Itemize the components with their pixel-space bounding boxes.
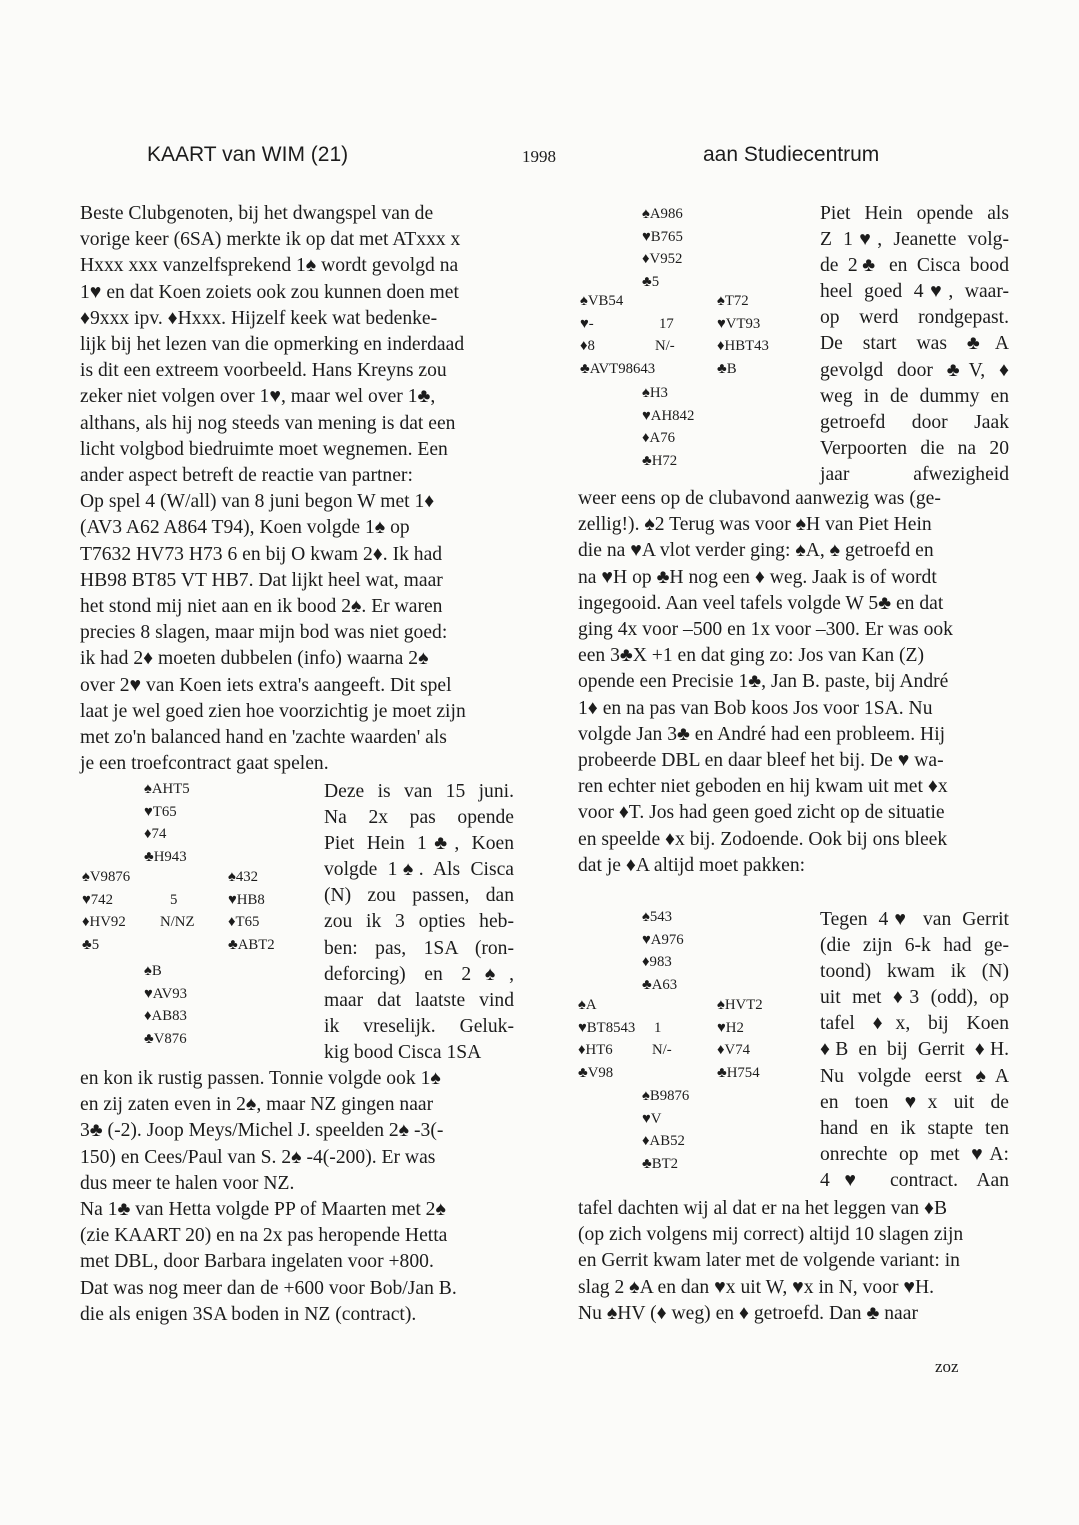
board-info: 5 N/NZ [160,891,195,931]
text-line: weer eens op de clubavond aanwezig was (ge- [578,488,941,509]
text-line: het stond mij niet aan en ik bood 2♠. Er waren [80,596,443,618]
text-line: volgde Jan 3♣ en André had een probleem. Hij [578,723,946,745]
text-line: voor ♦T. Jos had geen goed zicht op de situatie [578,802,945,824]
text-line: is dit een extreem voorbeeld. Hans Kreyns zou [80,360,447,382]
west-hand: ♠A ♥BT8543 ♦HT6 ♣V98 [578,997,636,1081]
text-line: T7632 HV73 H73 6 en bij O kwam 2♦. Ik had [80,543,443,565]
north-hand: ♠543 ♥A976 ♦983 ♣A63 [642,909,684,993]
text-line: Dat was nog meer dan de +600 voor Bob/Jan B. [80,1277,457,1299]
text-line: Hxxx xxx vanzelfsprekend 1♠ wordt gevolgd na [80,255,459,277]
text-line: en speelde ♦x bij. Zodoende. Ook bij ons bleek [578,828,948,850]
text-line: Nu ♠HV (♦ weg) en ♦ getroefd. Dan ♣ naar [578,1302,918,1324]
text-line: Na 1♣ van Hetta volgde PP of Maarten met 2♠ [80,1199,446,1221]
text-line: lijk bij het lezen van die opmerking en inderdaad [80,334,465,356]
header-year: 1998 [522,147,556,166]
text-line: een 3♣X +1 en dat ging zo: Jos van Kan (Z) [578,645,925,667]
right-middle-paragraph [578,486,1009,879]
text-line: na ♥H op ♣H nog een ♦ weg. Jaak is of wordt [578,566,937,588]
east-hand: ♠432 ♥HB8 ♦T65 ♣ABT2 [228,869,275,953]
text-line: ging 4x voor –500 en 1x voor –300. Er was ook [578,619,953,641]
text-line: ren echter niet geboden en hij kwam uit met ♦x [578,776,948,798]
board-info: 1 N/- [652,1019,672,1059]
left-intro-paragraph [80,201,514,777]
text-line: 3♣ (-2). Joop Meys/Michel J. speelden 2♠ -3(- [80,1120,444,1142]
south-hand: ♠B9876 ♥V ♦AB52 ♣BT2 [642,1088,690,1172]
text-line: opende een Precisie 1♣, Jan B. paste, bij André [578,671,949,693]
text-line: met DBL, door Barbara ingelaten voor +800. [80,1251,434,1273]
text-line: 1♥ en dat Koen zoiets ook zou kunnen doen met [80,281,459,303]
text-line: precies 8 slagen, maar mijn bod was niet goed: [80,622,448,644]
text-line: 150) en Cees/Paul van S. 2♠ -4(-200). Er was [80,1146,436,1168]
text-line: (zie KAART 20) en na 2x pas heropende Hetta [80,1225,448,1247]
text-line: die na ♥A vlot verder ging: ♠A, ♠ getroefd en [578,540,934,562]
text-line: ik had 2♦ moeten dubbelen (info) waarna 2♠ [80,648,429,670]
text-line: ♦9xxx ipv. ♦Hxxx. Hijzelf keek wat bedenke- [80,307,438,329]
left-side-text: Deze is van 15 juni. Na 2x pas opende Piet Hein 1♣, Koen volgde 1♠. Als Cisca (N) zou passen, dan zou ik 3 opties heb- ben: pas, 1SA (ron- deforcing) en 2♠, maar dat laatste vind ik vreselijk. Geluk- kig bood Cisca 1SA [324,781,514,1063]
west-hand: ♠VB54 ♥- ♦8 ♣AVT98643 [580,293,656,377]
right-side-text-1: Piet Hein opende als Z 1♥, Jeanette volg- de 2♣ en Cisca bood heel goed 4♥, waar- op werd rondgepast. De start was ♣A gevolgd door ♣V, ♦ weg in de dummy en getroefd door Jaak Verpoorten die na 20 jaar afwezigheid [820,203,1009,485]
south-hand: ♠H3 ♥AH842 ♦A76 ♣H72 [642,385,695,469]
text-line: dus meer te halen voor NZ. [80,1172,295,1194]
text-line: en zij zaten even in 2♠, maar NZ gingen naar [80,1094,434,1116]
text-line: met zo'n balanced hand en 'zachte waarden' als [80,727,447,749]
text-line: licht volgbod biedruimte moet wegnemen. Een [80,438,448,460]
text-line: ander aspect betreft de reactie van partner: [80,465,413,487]
header-right: aan Studiecentrum [703,143,880,166]
text-line: ingegooid. Aan veel tafels volgde W 5♣ en dat [578,592,944,614]
text-line: en Gerrit kwam later met de volgende variant: in [578,1250,960,1272]
north-hand: ♠A986 ♥B765 ♦V952 ♣5 [642,206,683,290]
page-turn-note: zoz [935,1357,959,1376]
text-line: tafel dachten wij al dat er na het leggen van ♦B [578,1198,948,1219]
east-hand: ♠T72 ♥VT93 ♦HBT43 ♣B [717,293,769,377]
text-line: en kon ik rustig passen. Tonnie volgde ook 1♠ [80,1068,441,1089]
north-hand: ♠AHT5 ♥T65 ♦74 ♣H943 [144,781,190,865]
south-hand: ♠B ♥AV93 ♦AB83 ♣V876 [144,963,188,1047]
text-line: probeerde DBL en daar bleef het bij. De ♥ wa- [578,750,944,772]
text-line: die als enigen 3SA boden in NZ (contract). [80,1303,417,1325]
text-line: 1♦ en na pas van Bob koos Jos voor 1SA. Nu [578,697,933,719]
left-outro-paragraph [80,1066,514,1328]
text-line: althans, als hij nog steeds van mening is dat een [80,412,456,434]
right-side-text-2: Tegen 4♥ van Gerrit (die zijn 6-k had ge- toond) kwam ik (N) uit met ♦3 (odd), op tafel ♦x, bij Koen ♦B en bij Gerrit ♦H. Nu volgde eerst ♠A en toen ♥x uit de hand en ik stapte ten onrechte op met ♥A: 4♥ contract. Aan [820,909,1009,1191]
text-line: HB98 BT85 VT HB7. Dat lijkt heel wat, maar [80,569,443,591]
text-line: dat je ♦A altijd moet pakken: [578,854,806,876]
text-line: zellig!). ♠2 Terug was voor ♠H van Piet Hein [578,514,932,536]
text-line: (op zich volgens mij correct) altijd 10 slagen zijn [578,1224,964,1246]
text-line: slag 2 ♠A en dan ♥x uit W, ♥x in N, voor ♥H. [578,1276,935,1298]
right-end-paragraph [578,1196,1009,1327]
text-line: over 2♥ van Koen iets extra's aangeeft. Dit spel [80,674,452,696]
header-left: KAART van WIM (21) [147,143,349,166]
text-line: zeker niet volgen over 1♥, maar wel over 1♣, [80,386,436,408]
text-line: laat je wel goed zien hoe voorzichtig je moet zijn [80,700,466,722]
board-info: 17 N/- [655,315,675,355]
west-hand: ♠V9876 ♥742 ♦HV92 ♣5 [82,869,131,953]
text-line: je een troefcontract gaat spelen. [80,753,329,775]
text-line: Beste Clubgenoten, bij het dwangspel van de [80,203,434,224]
text-line: vorige keer (6SA) merkte ik op dat met ATxxx x [80,229,461,251]
east-hand: ♠HVT2 ♥H2 ♦V74 ♣H754 [717,997,763,1081]
text-line: (AV3 A62 A864 T94), Koen volgde 1♠ op [80,517,410,539]
text-line: Op spel 4 (W/all) van 8 juni begon W met 1♦ [80,491,435,513]
